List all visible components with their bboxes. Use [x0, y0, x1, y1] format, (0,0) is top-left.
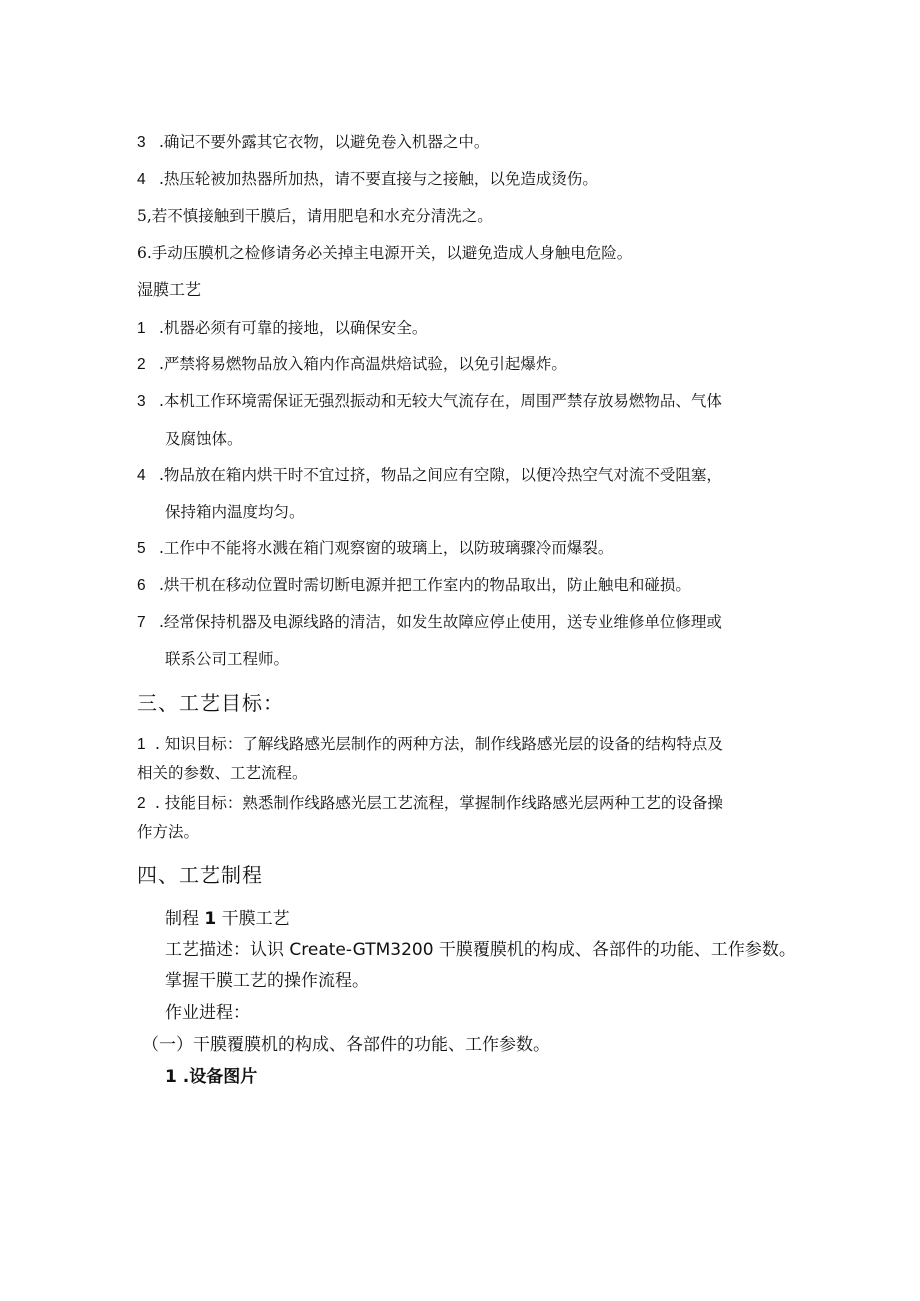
item-number: 1: [165, 1067, 177, 1087]
item-text: 6.手动压膜机之检修请务必关掉主电源开关，以避免造成人身触电危险。: [137, 244, 633, 262]
item-number: 5: [137, 540, 146, 557]
safety-item-3: [137, 132, 489, 153]
safety-item-6: [137, 243, 632, 263]
item-number: 3: [137, 393, 146, 410]
item-number: 4: [137, 171, 146, 188]
item-text: .严禁将易燃物品放入箱内作高温烘焙试验，以免引起爆炸。: [159, 355, 567, 373]
process-prefix: 制程: [165, 909, 205, 929]
process-number: 1: [204, 909, 217, 929]
goal-item-1: [137, 734, 723, 755]
item-text: . 技能目标：熟悉制作线路感光层工艺流程，掌握制作线路感光层两种工艺的设备操: [155, 794, 723, 812]
work-progress-label: 作业进程：: [165, 1003, 250, 1023]
goal-item-1-cont: 相关的参数、工艺流程。: [137, 764, 308, 782]
wet-film-item-7-cont: 联系公司工程师。: [165, 650, 290, 668]
safety-item-5: [137, 206, 493, 226]
wet-film-item-1: [137, 318, 427, 339]
item-number: 6: [137, 577, 146, 594]
item-number: 7: [137, 614, 146, 631]
wet-film-item-4: [137, 465, 722, 486]
wet-film-item-7: [137, 612, 722, 633]
item-text: .确记不要外露其它衣物，以避免卷入机器之中。: [159, 133, 490, 151]
item-text: .烘干机在移动位置时需切断电源并把工作室内的物品取出，防止触电和碰损。: [159, 576, 691, 594]
item-number: 3: [137, 134, 146, 151]
process-title-text: 干膜工艺: [216, 909, 290, 929]
wet-film-item-2: [137, 354, 567, 375]
goal-item-2-cont: 作方法。: [137, 823, 200, 841]
item-text: .物品放在箱内烘干时不宜过挤，物品之间应有空隙，以便冷热空气对流不受阻塞，: [159, 466, 722, 484]
item-number: 1: [137, 736, 146, 753]
item-number: 2: [137, 356, 146, 373]
item-text: .工作中不能将水溅在箱门观察窗的玻璃上，以防玻璃骤冷而爆裂。: [159, 539, 614, 557]
section-3-heading: 三、工艺目标：: [137, 691, 284, 715]
process-description-line1: 工艺描述：认识 Create-GTM3200 干膜覆膜机的构成、各部件的功能、工作参数。: [165, 940, 796, 960]
safety-item-4: [137, 169, 598, 190]
goal-item-2: [137, 793, 723, 814]
wet-film-item-6: [137, 575, 691, 596]
item-number: 1: [137, 320, 146, 337]
item-text: .设备图片: [176, 1067, 258, 1087]
item-text: .经常保持机器及电源线路的清洁，如发生故障应停止使用，送专业维修单位修理或: [159, 613, 722, 631]
item-text: . 知识目标：了解线路感光层制作的两种方法，制作线路感光层的设备的结构特点及: [155, 735, 723, 753]
item-text: 5,若不慎接触到干膜后，请用肥皂和水充分清洗之。: [137, 207, 493, 225]
item-number: 2: [137, 795, 146, 812]
process-description-line2: 掌握干膜工艺的操作流程。: [165, 971, 369, 991]
section-4-heading: 四、工艺制程: [137, 863, 263, 887]
wet-film-item-4-cont: 保持箱内温度均匀。: [165, 503, 305, 521]
item-text: .热压轮被加热器所加热，请不要直接与之接触，以免造成烫伤。: [159, 170, 598, 188]
subsection-1-heading: （一）干膜覆膜机的构成、各部件的功能、工作参数。: [142, 1035, 550, 1055]
wet-film-item-3-cont: 及腐蚀体。: [165, 430, 243, 448]
item-text: .机器必须有可靠的接地，以确保安全。: [159, 319, 428, 337]
wet-film-item-3: [137, 391, 722, 412]
item-text: .本机工作环境需保证无强烈振动和无较大气流存在，周围严禁存放易燃物品、气体: [159, 392, 722, 410]
equipment-photo-item: [165, 1066, 257, 1088]
item-number: 4: [137, 467, 146, 484]
wet-film-item-5: [137, 538, 613, 559]
wet-film-title: 湿膜工艺: [137, 280, 202, 299]
process-1-title: [165, 908, 290, 930]
